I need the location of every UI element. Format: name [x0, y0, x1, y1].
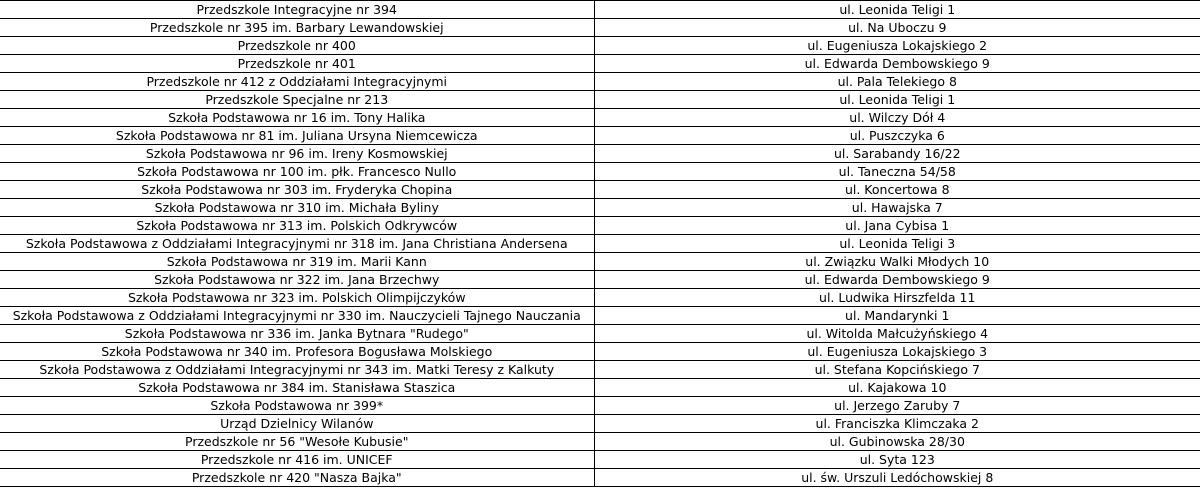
cell-address[interactable]: ul. Leonida Teligi 3: [594, 235, 1200, 253]
cell-address[interactable]: ul. Jerzego Zaruby 7: [594, 397, 1200, 415]
cell-address[interactable]: ul. Gubinowska 28/30: [594, 433, 1200, 451]
cell-address[interactable]: ul. Franciszka Klimczaka 2: [594, 415, 1200, 433]
table-body: [0, 1, 1200, 487]
table-row[interactable]: [0, 379, 1200, 397]
cell-institution-name[interactable]: Przedszkole nr 395 im. Barbary Lewandowskiej: [0, 19, 594, 37]
table-row[interactable]: [0, 433, 1200, 451]
table-row[interactable]: [0, 37, 1200, 55]
cell-address[interactable]: ul. Kajakowa 10: [594, 379, 1200, 397]
cell-institution-name[interactable]: Szkoła Podstawowa nr 322 im. Jana Brzechwy: [0, 271, 594, 289]
cell-address[interactable]: ul. Leonida Teligi 1: [594, 91, 1200, 109]
table-row[interactable]: [0, 325, 1200, 343]
cell-address[interactable]: ul. Witolda Małcużyńskiego 4: [594, 325, 1200, 343]
table-row[interactable]: [0, 181, 1200, 199]
cell-address[interactable]: ul. Mandarynki 1: [594, 307, 1200, 325]
cell-address[interactable]: ul. Na Uboczu 9: [594, 19, 1200, 37]
cell-institution-name[interactable]: Szkoła Podstawowa nr 336 im. Janka Bytnara "Rudego": [0, 325, 594, 343]
cell-address[interactable]: ul. Jana Cybisa 1: [594, 217, 1200, 235]
cell-institution-name[interactable]: Szkoła Podstawowa z Oddziałami Integracyjnymi nr 330 im. Nauczycieli Tajnego Nauczania: [0, 307, 594, 325]
cell-institution-name[interactable]: Przedszkole nr 412 z Oddziałami Integracyjnymi: [0, 73, 594, 91]
table-row[interactable]: [0, 1, 1200, 19]
table-row[interactable]: [0, 397, 1200, 415]
cell-address[interactable]: ul. Sarabandy 16/22: [594, 145, 1200, 163]
table-row[interactable]: [0, 451, 1200, 469]
cell-institution-name[interactable]: Przedszkole nr 420 "Nasza Bajka": [0, 469, 594, 487]
table-row[interactable]: [0, 163, 1200, 181]
cell-address[interactable]: ul. Puszczyka 6: [594, 127, 1200, 145]
cell-institution-name[interactable]: Przedszkole nr 400: [0, 37, 594, 55]
cell-institution-name[interactable]: Szkoła Podstawowa nr 319 im. Marii Kann: [0, 253, 594, 271]
cell-institution-name[interactable]: Urząd Dzielnicy Wilanów: [0, 415, 594, 433]
cell-address[interactable]: ul. Stefana Kopcińskiego 7: [594, 361, 1200, 379]
cell-address[interactable]: ul. Związku Walki Młodych 10: [594, 253, 1200, 271]
cell-institution-name[interactable]: Szkoła Podstawowa z Oddziałami Integracyjnymi nr 343 im. Matki Teresy z Kalkuty: [0, 361, 594, 379]
cell-address[interactable]: ul. Eugeniusza Lokajskiego 3: [594, 343, 1200, 361]
cell-address[interactable]: ul. Taneczna 54/58: [594, 163, 1200, 181]
cell-institution-name[interactable]: Szkoła Podstawowa nr 384 im. Stanisława Staszica: [0, 379, 594, 397]
table-row[interactable]: [0, 127, 1200, 145]
cell-address[interactable]: ul. Edwarda Dembowskiego 9: [594, 271, 1200, 289]
table-row[interactable]: [0, 307, 1200, 325]
cell-institution-name[interactable]: Szkoła Podstawowa nr 100 im. płk. Francesco Nullo: [0, 163, 594, 181]
cell-address[interactable]: ul. Eugeniusza Lokajskiego 2: [594, 37, 1200, 55]
table-row[interactable]: [0, 361, 1200, 379]
cell-address[interactable]: ul. Koncertowa 8: [594, 181, 1200, 199]
table-row[interactable]: [0, 55, 1200, 73]
table-row[interactable]: [0, 199, 1200, 217]
table-row[interactable]: [0, 289, 1200, 307]
cell-institution-name[interactable]: Szkoła Podstawowa nr 303 im. Fryderyka Chopina: [0, 181, 594, 199]
cell-address[interactable]: ul. św. Urszuli Ledóchowskiej 8: [594, 469, 1200, 487]
table-row[interactable]: [0, 217, 1200, 235]
cell-institution-name[interactable]: Szkoła Podstawowa nr 96 im. Ireny Kosmowskiej: [0, 145, 594, 163]
cell-address[interactable]: ul. Pala Telekiego 8: [594, 73, 1200, 91]
table-row[interactable]: [0, 343, 1200, 361]
cell-address[interactable]: ul. Syta 123: [594, 451, 1200, 469]
cell-institution-name[interactable]: Przedszkole nr 56 "Wesołe Kubusie": [0, 433, 594, 451]
table-row[interactable]: [0, 469, 1200, 487]
table-row[interactable]: [0, 91, 1200, 109]
cell-address[interactable]: ul. Leonida Teligi 1: [594, 1, 1200, 19]
table-row[interactable]: [0, 73, 1200, 91]
cell-address[interactable]: ul. Ludwika Hirszfelda 11: [594, 289, 1200, 307]
table-row[interactable]: [0, 109, 1200, 127]
table-row[interactable]: [0, 145, 1200, 163]
table-row[interactable]: [0, 19, 1200, 37]
cell-institution-name[interactable]: Szkoła Podstawowa nr 323 im. Polskich Olimpijczyków: [0, 289, 594, 307]
cell-institution-name[interactable]: Przedszkole Integracyjne nr 394: [0, 1, 594, 19]
cell-address[interactable]: ul. Edwarda Dembowskiego 9: [594, 55, 1200, 73]
cell-institution-name[interactable]: Szkoła Podstawowa nr 81 im. Juliana Ursyna Niemcewicza: [0, 127, 594, 145]
cell-institution-name[interactable]: Przedszkole Specjalne nr 213: [0, 91, 594, 109]
table-row[interactable]: [0, 235, 1200, 253]
cell-institution-name[interactable]: Szkoła Podstawowa nr 313 im. Polskich Odkrywców: [0, 217, 594, 235]
cell-institution-name[interactable]: Szkoła Podstawowa z Oddziałami Integracyjnymi nr 318 im. Jana Christiana Andersena: [0, 235, 594, 253]
cell-institution-name[interactable]: Przedszkole nr 401: [0, 55, 594, 73]
cell-address[interactable]: ul. Wilczy Dół 4: [594, 109, 1200, 127]
table-row[interactable]: [0, 271, 1200, 289]
cell-institution-name[interactable]: Przedszkole nr 416 im. UNICEF: [0, 451, 594, 469]
cell-institution-name[interactable]: Szkoła Podstawowa nr 310 im. Michała Byliny: [0, 199, 594, 217]
cell-institution-name[interactable]: Szkoła Podstawowa nr 340 im. Profesora Bogusława Molskiego: [0, 343, 594, 361]
table-row[interactable]: [0, 253, 1200, 271]
cell-institution-name[interactable]: Szkoła Podstawowa nr 399*: [0, 397, 594, 415]
table-row[interactable]: [0, 415, 1200, 433]
cell-institution-name[interactable]: Szkoła Podstawowa nr 16 im. Tony Halika: [0, 109, 594, 127]
cell-address[interactable]: ul. Hawajska 7: [594, 199, 1200, 217]
